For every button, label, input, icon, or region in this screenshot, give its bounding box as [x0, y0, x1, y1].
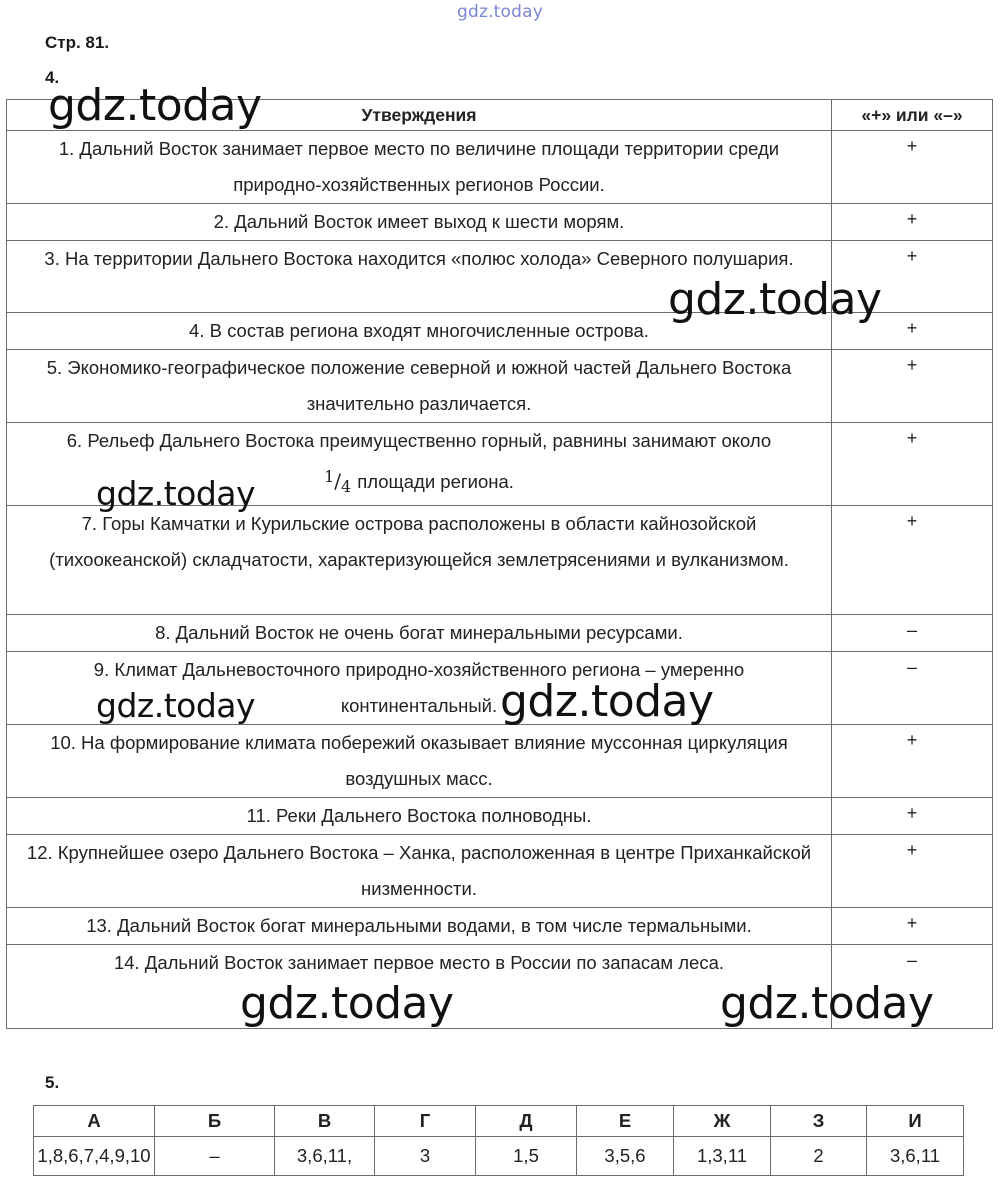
mark-cell: + — [832, 835, 993, 908]
task-4-number: 4. — [45, 68, 60, 87]
fraction-denominator: 4 — [341, 477, 352, 496]
letter-header: Е — [577, 1106, 674, 1137]
statements-table — [6, 99, 993, 1029]
letter-header: В — [275, 1106, 375, 1137]
page-reference: Стр. 81. — [45, 33, 110, 52]
task-5-number: 5. — [45, 1073, 60, 1092]
answer-value-row — [34, 1137, 964, 1176]
letter-header: Ж — [674, 1106, 771, 1137]
answer-table — [33, 1105, 964, 1176]
letter-header: И — [867, 1106, 964, 1137]
answer-header-row — [34, 1106, 964, 1137]
watermark: gdz.today — [668, 274, 882, 325]
statement-cell: 8. Дальний Восток не очень богат минеральными ресурсами. — [7, 615, 832, 652]
mark-cell: + — [832, 241, 993, 313]
answer-cell: 2 — [771, 1137, 867, 1176]
table-row — [7, 615, 993, 652]
statement-text-start: 6. Рельеф Дальнего Востока преимущественно горный, равнины занимают около — [66, 430, 772, 451]
mark-cell: + — [832, 725, 993, 798]
statement-cell: 12. Крупнейшее озеро Дальнего Востока – Ханка, расположенная в центре Приханкайской низменности. — [7, 835, 832, 908]
answer-cell: 3,5,6 — [577, 1137, 674, 1176]
table-row — [7, 131, 993, 204]
statement-cell: 1. Дальний Восток занимает первое место по величине площади территории среди природно-хозяйственных регионов России. — [7, 131, 832, 204]
mark-cell: + — [832, 313, 993, 350]
statement-cell: 9. Климат Дальневосточного природно-хозяйственного региона – умеренно континентальный. — [7, 652, 832, 725]
statement-cell: 3. На территории Дальнего Востока находится «полюс холода» Северного полушария. — [7, 241, 832, 313]
table-row — [7, 241, 993, 313]
mark-cell: + — [832, 350, 993, 423]
answer-cell: 3 — [375, 1137, 476, 1176]
watermark: gdz.today — [720, 978, 934, 1029]
site-header-watermark: gdz.today — [456, 2, 544, 22]
watermark: gdz.today — [96, 474, 256, 513]
table-row — [7, 423, 993, 506]
mark-cell: – — [832, 615, 993, 652]
letter-header: Б — [155, 1106, 275, 1137]
answer-cell: 1,8,6,7,4,9,10 — [34, 1137, 155, 1176]
statement-cell: 14. Дальний Восток занимает первое место в России по запасам леса. — [7, 945, 832, 1029]
table-row — [7, 350, 993, 423]
statement-cell: 11. Реки Дальнего Востока полноводны. — [7, 798, 832, 835]
mark-column-header: «+» или «–» — [832, 100, 993, 131]
watermark: gdz.today — [500, 676, 714, 727]
table-row — [7, 204, 993, 241]
letter-header: Д — [476, 1106, 577, 1137]
answer-cell: 3,6,11 — [867, 1137, 964, 1176]
letter-header: А — [34, 1106, 155, 1137]
mark-cell: + — [832, 204, 993, 241]
mark-cell: – — [832, 652, 993, 725]
table-row — [7, 945, 993, 1029]
statement-cell: 10. На формирование климата побережий оказывает влияние муссонная циркуляция воздушных масс. — [7, 725, 832, 798]
table-row — [7, 506, 993, 615]
answer-cell: 1,3,11 — [674, 1137, 771, 1176]
table-header-row — [7, 100, 993, 131]
answer-cell: – — [155, 1137, 275, 1176]
mark-cell: + — [832, 423, 993, 506]
statement-column-header: Утверждения — [7, 100, 832, 131]
mark-cell: – — [832, 945, 993, 1029]
statement-text-end: площади региона. — [357, 471, 514, 492]
answer-cell: 3,6,11, — [275, 1137, 375, 1176]
statement-cell: 5. Экономико-географическое положение северной и южной частей Дальнего Востока значительно различается. — [7, 350, 832, 423]
statement-cell: 7. Горы Камчатки и Курильские острова расположены в области кайнозойской (тихоокеанской) складчатости, характеризующейся землетрясениями и вулканизмом. — [7, 506, 832, 615]
table-row — [7, 835, 993, 908]
letter-header: З — [771, 1106, 867, 1137]
letter-header: Г — [375, 1106, 476, 1137]
mark-cell: + — [832, 506, 993, 615]
table-row — [7, 313, 993, 350]
statement-cell: 4. В состав региона входят многочисленные острова. — [7, 313, 832, 350]
statement-cell — [7, 423, 832, 506]
statement-cell: 13. Дальний Восток богат минеральными водами, в том числе термальными. — [7, 908, 832, 945]
mark-cell: + — [832, 908, 993, 945]
table-row — [7, 725, 993, 798]
table-row — [7, 798, 993, 835]
watermark: gdz.today — [240, 978, 454, 1029]
fraction-numerator: 1 — [324, 467, 335, 486]
watermark: gdz.today — [48, 80, 262, 131]
mark-cell: + — [832, 798, 993, 835]
statement-cell: 2. Дальний Восток имеет выход к шести морям. — [7, 204, 832, 241]
watermark: gdz.today — [96, 686, 256, 725]
table-row — [7, 908, 993, 945]
fraction-one-quarter: $^1/_4$ — [324, 467, 352, 496]
answer-cell: 1,5 — [476, 1137, 577, 1176]
table-row — [7, 652, 993, 725]
mark-cell: + — [832, 131, 993, 204]
